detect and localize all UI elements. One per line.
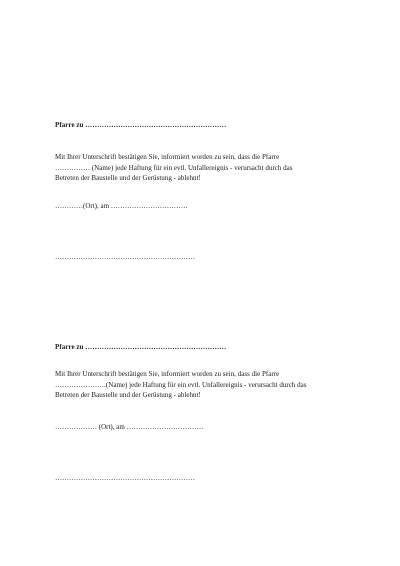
parish-heading: Pfarre zu ……………………………………………………: [55, 121, 227, 129]
parish-heading: Pfarre zu ……………………………………………………: [55, 343, 227, 351]
place-date-line: …………(Ort), am ……………………………: [55, 202, 188, 210]
paragraph-line: Mit Ihrer Unterschrift bestätigen Sie, informiert worden zu sein, dass die Pfarre: [55, 153, 280, 161]
paragraph-line: …………… (Name) jede Haftung für ein evtl. Unfallereignis - verursacht durch das: [55, 163, 293, 172]
paragraph-line: Betreten der Baustelle und der Gerüstung - ablehnt!: [55, 391, 201, 399]
paragraph-line: Mit Ihrer Unterschrift bestätigen Sie, informiert worden zu sein, dass die Pfarre: [55, 370, 280, 378]
signature-line: ……………………………………………………: [55, 253, 195, 261]
paragraph-line: Betreten der Baustelle und der Gerüstung - ablehnt!: [55, 174, 201, 182]
signature-line: ……………………………………………………: [55, 474, 195, 482]
paragraph-line: ………………….(Name) jede Haftung für ein evtl. Unfallereignis - verursacht durch das: [55, 380, 307, 389]
place-date-line: ……………… (Ort), am ……………………………: [55, 423, 204, 431]
liability-paragraph: [55, 369, 355, 401]
liability-paragraph: [55, 152, 355, 184]
